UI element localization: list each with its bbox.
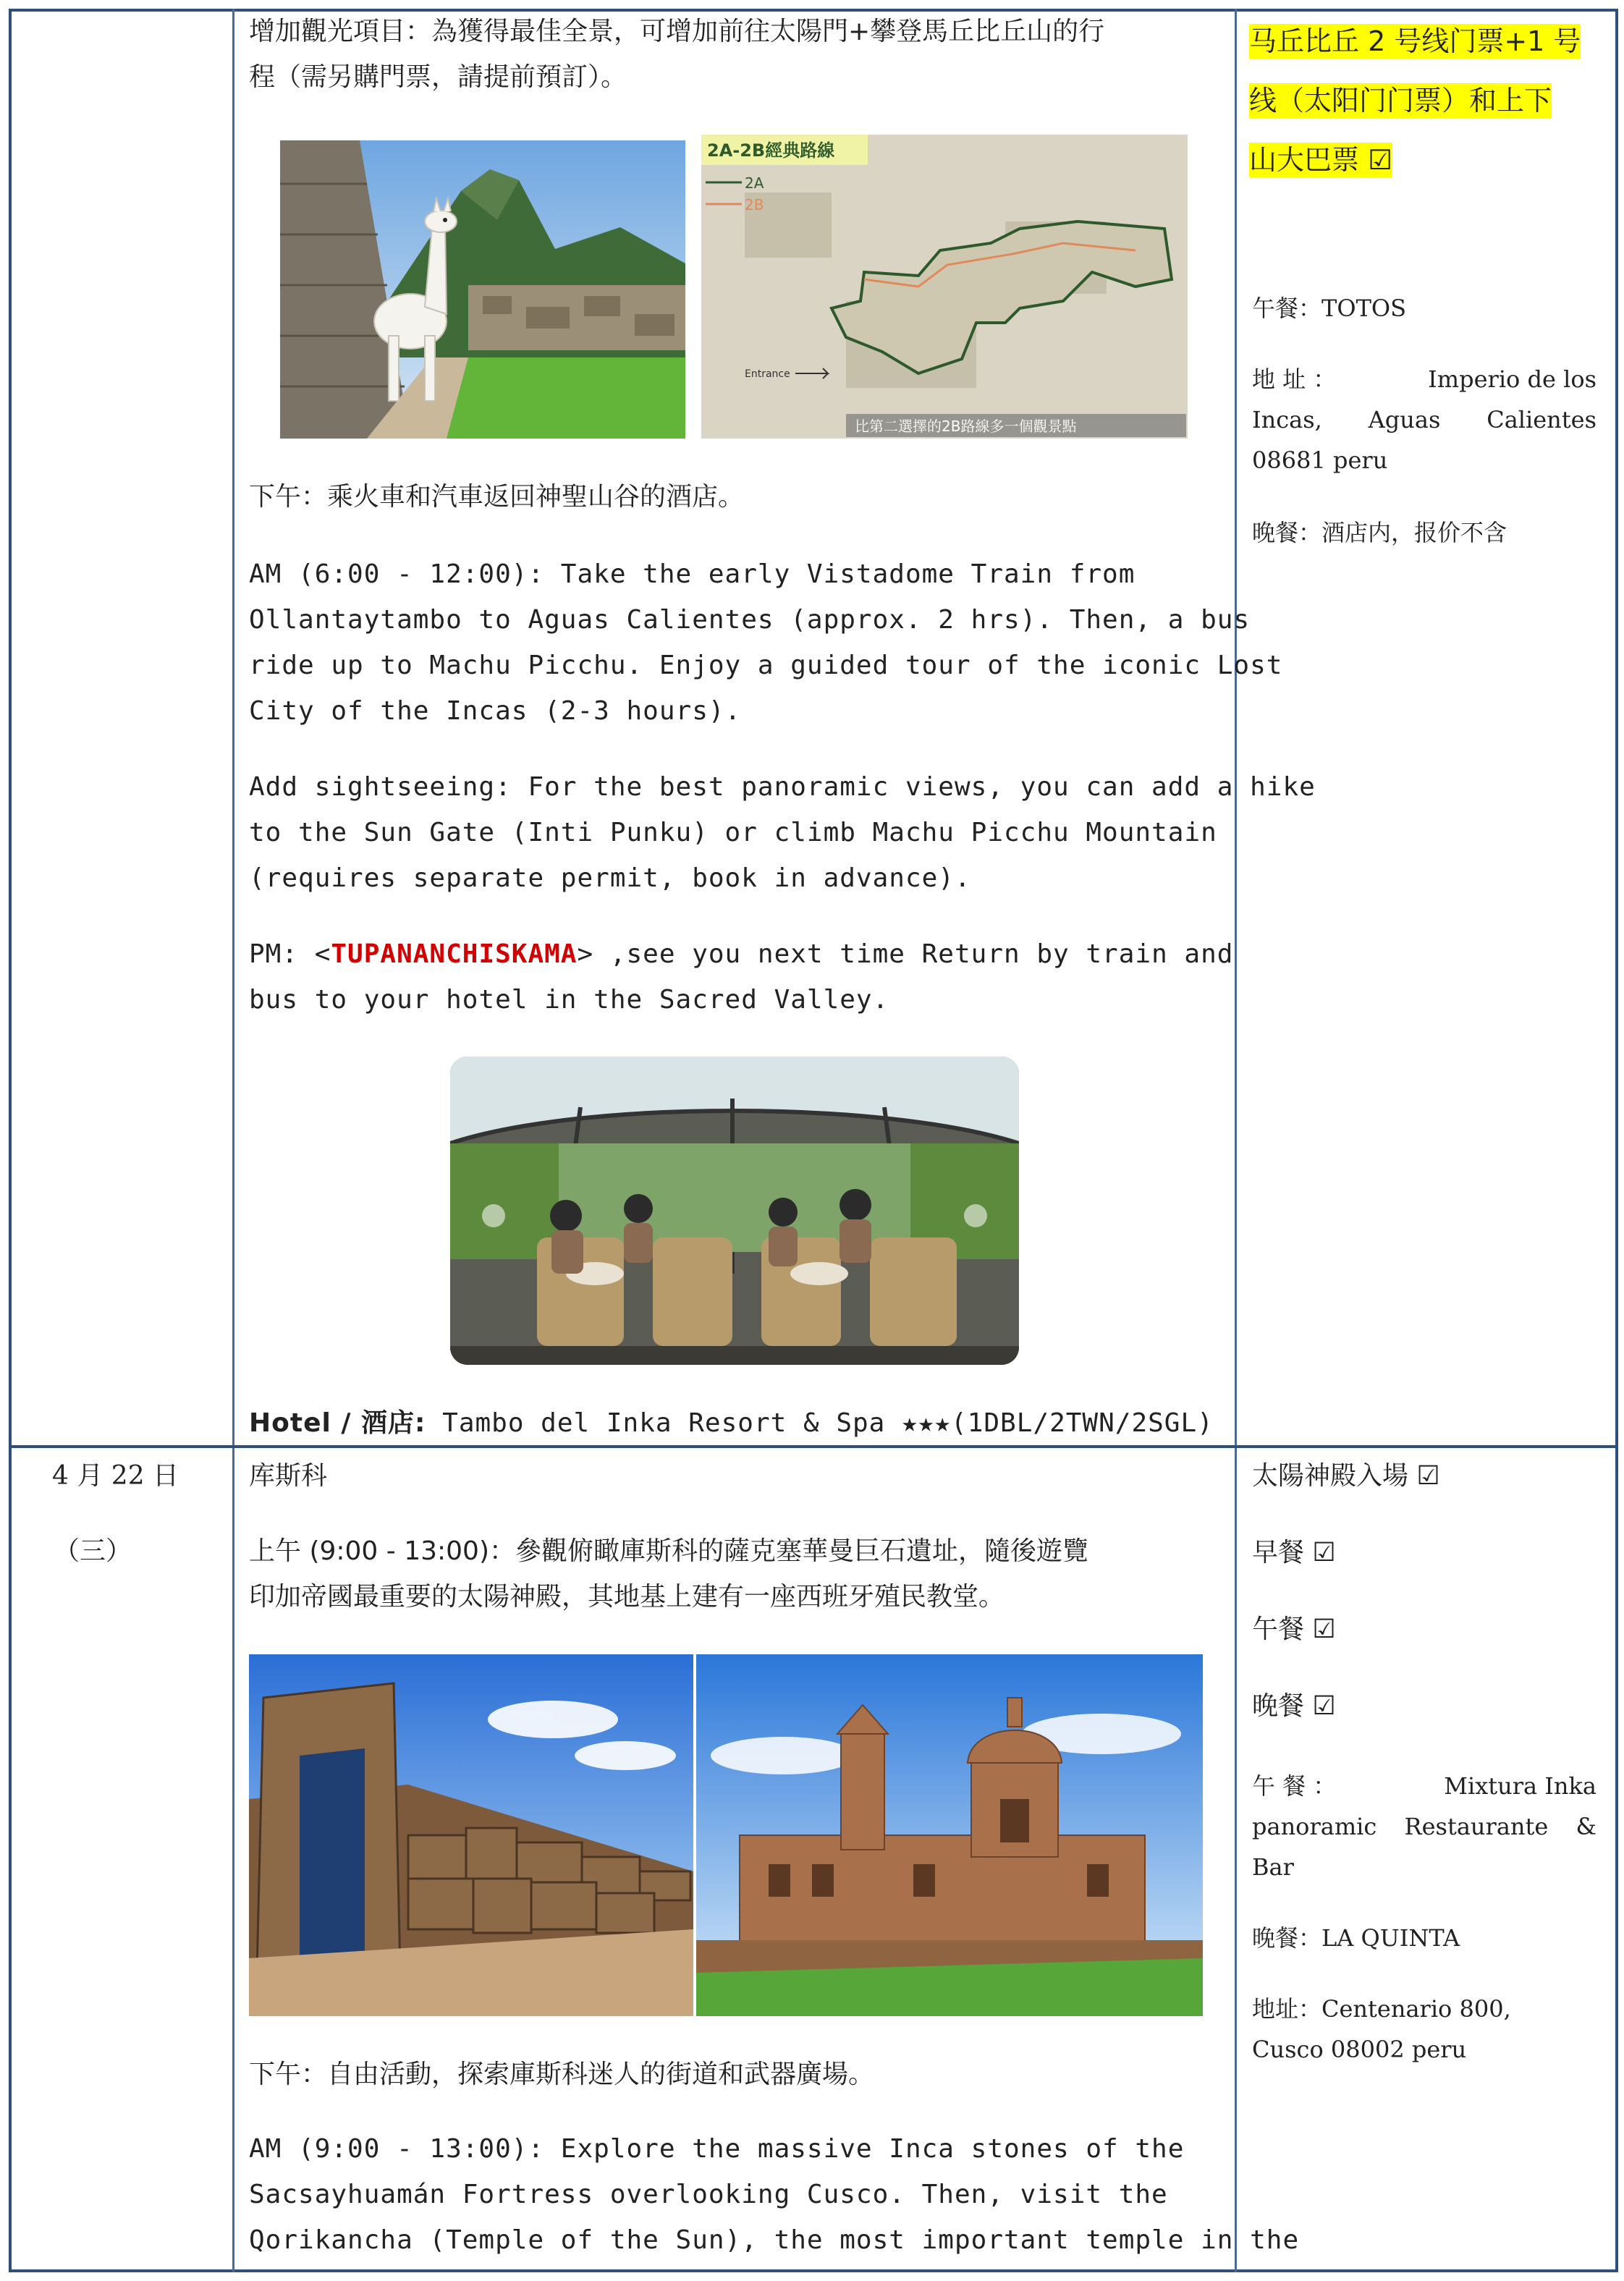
date-april-22: 4 月 22 日 <box>52 1461 179 1491</box>
am-en-line2: Ollantaytambo to Aguas Calientes (approx. 2 hrs). Then, a bus <box>249 605 1251 635</box>
totos-address-label: 地 址 ： <box>1252 365 1337 393</box>
add-sightseeing-zh-line2: 程（需另購門票，請提前預訂）。 <box>249 62 627 92</box>
lunch-check: 午餐 ☑ <box>1252 1615 1336 1644</box>
totos-address-line2: Incas, Aguas Calientes <box>1252 406 1596 433</box>
tupananchiskama-highlight: TUPANANCHISKAMA <box>331 939 578 969</box>
column-divider-date <box>232 9 234 2272</box>
lunch-restaurant-label: 午 餐 ： <box>1252 1772 1337 1800</box>
cusco-am-zh-line2: 印加帝國最重要的太陽神殿，其地基上建有一座西班牙殖民教堂。 <box>249 1582 1005 1612</box>
pm-en-prefix: PM: < <box>249 939 331 969</box>
breakfast-check: 早餐 ☑ <box>1252 1538 1336 1567</box>
route-map-caption: 比第二選擇的2B路線多一個觀景點 <box>855 418 1077 435</box>
totos-address-line3: 08681 peru <box>1252 447 1388 474</box>
weekday-wed: （三） <box>54 1536 132 1566</box>
cusco-pm-zh: 下午：自由活動，探索庫斯科迷人的街道和武器廣場。 <box>249 2060 875 2089</box>
qorikancha-photo <box>696 1654 1203 2016</box>
cusco-am-en-line2: Sacsayhuamán Fortress overlooking Cusco. Then, visit the <box>249 2180 1168 2209</box>
pm-en-line1 <box>249 931 1233 977</box>
route-entrance-label: Entrance <box>745 368 790 380</box>
add-en-line2: to the Sun Gate (Inti Punku) or climb Machu Picchu Mountain <box>249 818 1217 847</box>
cusco-am-en-line3: Qorikancha (Temple of the Sun), the most important temple in the <box>249 2225 1300 2255</box>
route-map-title: 2A-2B經典路線 <box>707 140 835 161</box>
lunch-restaurant <box>1252 1766 1596 1887</box>
pm-return-zh: 下午：乘火車和汽車返回神聖山谷的酒店。 <box>249 482 745 512</box>
lunch-restaurant-line2: panoramic Restaurante & <box>1252 1813 1596 1840</box>
la-quinta-address-line1: 地址：Centenario 800, <box>1252 1995 1511 2023</box>
column-divider-meals <box>1235 9 1237 2272</box>
cusco-am-en-line1: AM (9:00 - 13:00): Explore the massive Inca stones of the <box>249 2134 1185 2164</box>
lunch-restaurant-line1 <box>1252 1766 1596 1806</box>
city-cusco: 库斯科 <box>249 1461 328 1491</box>
hotel-label: Hotel / 酒店: <box>249 1408 426 1438</box>
ticket-line1: 马丘比丘 2 号线门票+1 号 <box>1249 25 1581 57</box>
add-sightseeing-zh-line1: 增加觀光項目：為獲得最佳全景，可增加前往太陽門+攀登馬丘比丘山的行 <box>249 17 1105 46</box>
temple-entry-check: 太陽神殿入場 ☑ <box>1252 1461 1440 1491</box>
pm-en-suffix: > ,see you next time Return by train and <box>577 939 1234 969</box>
ticket-line2: 线（太阳门门票）和上下 <box>1249 85 1552 117</box>
lunch-restaurant-line3: Bar <box>1252 1853 1294 1881</box>
am-en-line3: ride up to Machu Picchu. Enjoy a guided tour of the iconic Lost <box>249 651 1283 680</box>
sacsayhuaman-photo <box>249 1654 693 2016</box>
hotel-value: Tambo del Inka Resort & Spa ★★★(1DBL/2TWN/2SGL) <box>442 1408 1214 1438</box>
route-legend-2b: 2B <box>745 196 764 213</box>
dinner-la-quinta: 晚餐：LA QUINTA <box>1252 1924 1460 1952</box>
am-en-line1: AM (6:00 - 12:00): Take the early Vistadome Train from <box>249 559 1135 589</box>
totos-address-street: Imperio de los <box>1428 365 1596 393</box>
lunch-totos: 午餐：TOTOS <box>1252 295 1407 322</box>
dinner-check: 晚餐 ☑ <box>1252 1691 1336 1721</box>
route-legend-2a: 2A <box>745 174 764 192</box>
add-en-line3: (requires separate permit, book in advance). <box>249 863 971 893</box>
machu-picchu-llama-photo <box>280 140 685 439</box>
dinner-hotel: 晚餐：酒店内，报价不含 <box>1252 519 1507 546</box>
lunch-restaurant-name: Mixtura Inka <box>1444 1772 1596 1800</box>
ticket-line3: 山大巴票 ☑ <box>1249 144 1393 176</box>
add-en-line1: Add sightseeing: For the best panoramic views, you can add a hike <box>249 772 1316 802</box>
hotel-line <box>249 1407 1214 1440</box>
pm-en-line2: bus to your hotel in the Sacred Valley. <box>249 985 889 1015</box>
ticket-note <box>1249 12 1596 190</box>
route-map-2a-2b <box>701 135 1188 439</box>
totos-address-line1 <box>1252 359 1596 399</box>
am-en-line4: City of the Incas (2-3 hours). <box>249 696 742 726</box>
la-quinta-address-line2: Cusco 08002 peru <box>1252 2036 1467 2063</box>
vistadome-train-photo <box>450 1057 1019 1365</box>
totos-address <box>1252 359 1596 481</box>
cusco-am-zh-line1: 上午 (9:00 - 13:00)：參觀俯瞰庫斯科的薩克塞華曼巨石遺址，隨後遊覽 <box>249 1536 1088 1566</box>
row-divider <box>9 1445 1618 1448</box>
